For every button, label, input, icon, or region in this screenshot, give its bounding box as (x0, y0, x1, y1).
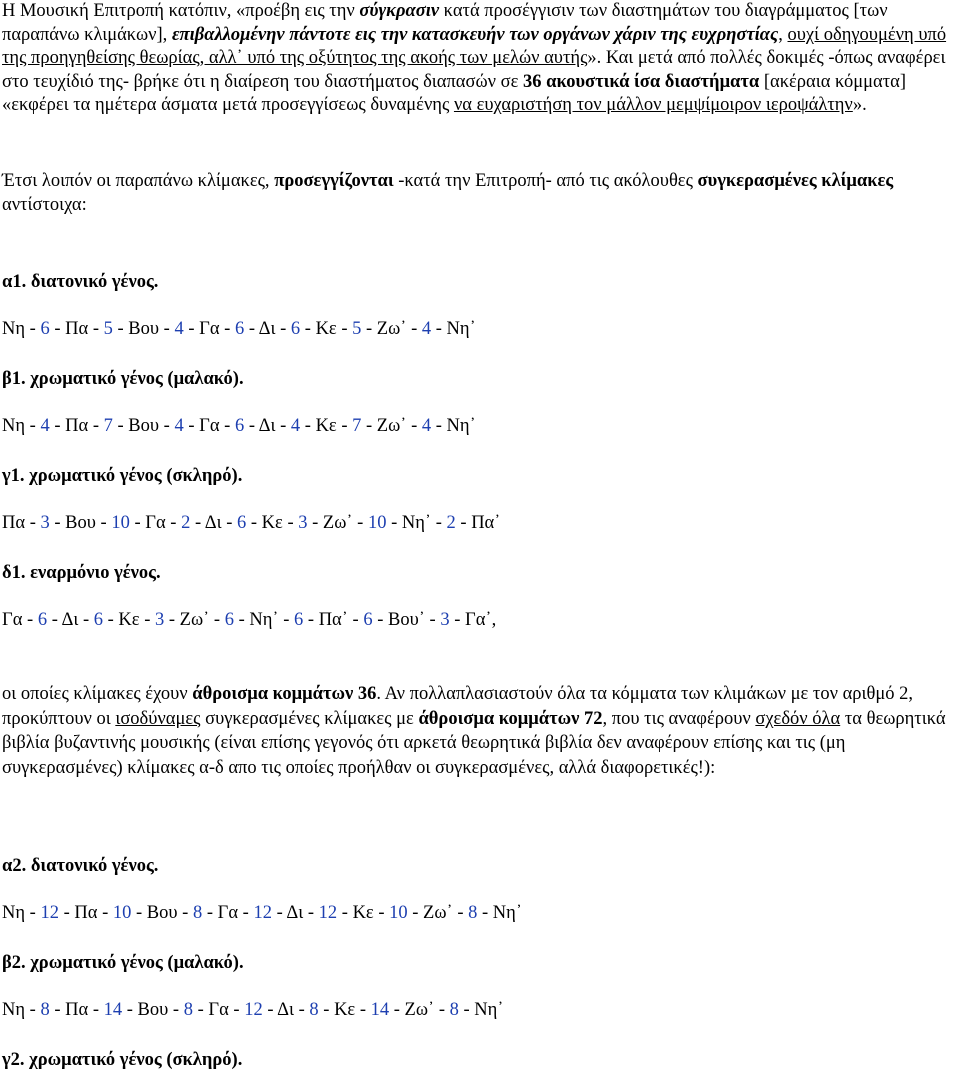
note-name: Ζω᾽ (179, 610, 210, 630)
note-name: Κε (334, 1000, 356, 1020)
note-name: Ζω᾽ (423, 903, 453, 923)
interval-value: 6 (93, 610, 103, 630)
interval-value: 12 (40, 903, 59, 923)
text-run: κατά προσέγγισιν των διαστημάτων του διαγράμματος [των παραπάνω κλιμάκων], (2, 1, 888, 45)
scale-tail: , (491, 610, 497, 630)
scale-line-c1: Πα - 3 - Βου - 10 - Γα - 2 - Δι - 6 - Κε - 3 - Ζω᾽ - 10 - Νη᾽ - 2 - Πα᾽ (2, 513, 501, 533)
interval-value: 3 (440, 610, 450, 630)
scale-line-b1: Νη - 4 - Πα - 7 - Βου - 4 - Γα - 6 - Δι - 4 - Κε - 7 - Ζω᾽ - 4 - Νη᾽ (2, 416, 476, 436)
interval-value: 4 (40, 416, 50, 436)
text-run: . Αν πολλαπλασιαστούν όλα τα κόμματα των κλιμάκων με τον αριθμό 2, προκύπτουν οι (2, 684, 914, 729)
note-name: Νη᾽ (249, 610, 279, 630)
interval-value: 5 (352, 319, 362, 339)
note-name: Κε (315, 416, 337, 436)
note-name: Πα (65, 319, 89, 339)
text-run: ». (852, 95, 867, 115)
scale-line-a2: Νη - 12 - Πα - 10 - Βου - 8 - Γα - 12 - Δι - 12 - Κε - 10 - Ζω᾽ - 8 - Νη᾽ (2, 903, 522, 923)
note-name: Πα (74, 903, 98, 923)
interval-value: 6 (290, 319, 301, 339)
text-run: -κατά την Επιτροπή- από τις ακόλουθες (393, 171, 698, 191)
interval-value: 6 (234, 319, 245, 339)
interval-value: 8 (183, 1000, 193, 1020)
note-name: Κε (352, 903, 374, 923)
interval-value: 2 (446, 513, 456, 533)
underlined-phrase: σχεδόν όλα (755, 708, 841, 729)
note-name: Δι (204, 513, 222, 533)
interval-value: 7 (103, 416, 113, 436)
scale-line-a1: Νη - 6 - Πα - 5 - Βου - 4 - Γα - 6 - Δι - 6 - Κε - 5 - Ζω᾽ - 4 - Νη᾽ (2, 319, 476, 339)
note-name: Δι (61, 610, 79, 630)
interval-value: 6 (224, 610, 234, 630)
interval-value: 8 (449, 1000, 459, 1020)
scale-line-d1: Γα - 6 - Δι - 6 - Κε - 3 - Ζω᾽ - 6 - Νη᾽ - 6 - Πα᾽ - 6 - Βου᾽ - 3 - Γα᾽, (2, 610, 497, 630)
interval-value: 4 (290, 416, 301, 436)
note-name: Γα (2, 610, 23, 630)
note-name: Νη᾽ (401, 513, 432, 533)
interval-value: 5 (103, 319, 113, 339)
note-name: Βου (128, 416, 160, 436)
interval-value: 8 (309, 1000, 319, 1020)
bold-phrase: 36 ακουστικά ίσα διαστήματα (523, 71, 760, 92)
heading-c1: γ1. χρωματικό γένος (σκληρό). (2, 466, 243, 486)
note-name: Πα (65, 1000, 89, 1020)
note-name: Γα᾽ (465, 610, 492, 630)
note-name: Γα (145, 513, 166, 533)
text-run: , που τις αναφέρουν (602, 708, 756, 729)
note-name: Βου (128, 319, 160, 339)
interval-value: 14 (103, 1000, 123, 1020)
emphasis-phrase: επιβαλλομένην πάντοτε εις την κατασκευήν των οργάνων χάριν της ευχρηστίας (171, 24, 779, 45)
note-name: Γα (208, 1000, 229, 1020)
interval-value: 12 (244, 1000, 263, 1020)
text-run: Έτσι λοιπόν οι παραπάνω κλίμακες, (2, 171, 275, 191)
interval-value: 6 (363, 610, 373, 630)
bold-phrase: προσεγγίζονται (274, 171, 394, 191)
note-name: Νη᾽ (446, 319, 476, 339)
bold-phrase: άθροισμα κομμάτων 36 (192, 684, 377, 704)
sum-paragraph (2, 682, 957, 780)
text-run: Η Μουσική Επιτροπή κατόπιν, «προέβη εις την (2, 1, 360, 21)
interval-value: 7 (352, 416, 362, 436)
note-name: Πα᾽ (471, 513, 501, 533)
heading-b2: β2. χρωματικό γένος (μαλακό). (2, 953, 244, 973)
interval-value: 6 (234, 416, 245, 436)
note-name: Κε (261, 513, 283, 533)
scale-line-b2: Νη - 8 - Πα - 14 - Βου - 8 - Γα - 12 - Δι - 8 - Κε - 14 - Ζω᾽ - 8 - Νη᾽ (2, 1000, 504, 1020)
note-name: Βου (65, 513, 96, 533)
note-name: Νη (2, 1000, 26, 1020)
underlined-phrase: να ευχαριστήση τον μάλλον μεμψίμοιρον ιεροψάλτην (453, 95, 853, 115)
note-name: Νη᾽ (492, 903, 522, 923)
interval-value: 10 (111, 513, 130, 533)
note-name: Πα (2, 513, 26, 533)
text-run: οι οποίες κλίμακες έχουν (2, 684, 193, 704)
interval-value: 10 (367, 513, 387, 533)
note-name: Βου (146, 903, 178, 923)
underlined-phrase: ισοδύναμες (115, 708, 201, 729)
interval-value: 4 (174, 416, 184, 436)
note-name: Πα᾽ (318, 610, 348, 630)
heading-b1: β1. χρωματικό γένος (μαλακό). (2, 369, 244, 389)
note-name: Βου᾽ (388, 610, 425, 630)
note-name: Πα (65, 416, 89, 436)
interval-value: 12 (253, 903, 272, 923)
underlined-phrase: ουχί οδηγουμένη υπό της προηγηθείσης θεωρίας, αλλ᾽ υπό της οξύτητος της ακοής των μελών αυτής (2, 24, 947, 68)
note-name: Κε (315, 319, 337, 339)
note-name: Ζω᾽ (376, 416, 407, 436)
interval-value: 4 (421, 319, 432, 339)
interval-value: 6 (237, 513, 247, 533)
text-run: , (778, 24, 788, 45)
note-name: Βου (137, 1000, 169, 1020)
text-run: αντίστοιχα: (2, 194, 87, 215)
interval-value: 10 (389, 903, 408, 923)
interval-value: 12 (318, 903, 338, 923)
emphasis-term: σύγκρασιν (359, 1, 440, 21)
note-name: Νη᾽ (446, 416, 476, 436)
heading-c2: γ2. χρωματικό γένος (σκληρό). (2, 1050, 243, 1070)
note-name: Νη (2, 416, 26, 436)
interval-value: 4 (421, 416, 432, 436)
heading-a2: α2. διατονικό γένος. (2, 856, 159, 876)
approximation-paragraph (2, 170, 957, 217)
bold-phrase: άθροισμα κομμάτων 72 (418, 708, 603, 729)
note-name: Ζω᾽ (322, 513, 353, 533)
interval-value: 4 (174, 319, 184, 339)
note-name: Κε (118, 610, 140, 630)
interval-value: 3 (40, 513, 50, 533)
note-name: Γα (217, 903, 239, 923)
text-run: συγκερασμένες κλίμακες με (200, 708, 419, 729)
heading-a1: α1. διατονικό γένος. (2, 272, 159, 292)
note-name: Γα (199, 319, 220, 339)
interval-value: 2 (181, 513, 191, 533)
interval-value: 8 (40, 1000, 50, 1020)
interval-value: 14 (370, 1000, 390, 1020)
note-name: Γα (199, 416, 220, 436)
note-name: Δι (258, 319, 276, 339)
text-run: [ακέραια κόμματα] «εκφέρει τα ημέτερα άσματα μετά προσεγγίσεως δυναμένης (2, 71, 907, 115)
interval-value: 6 (40, 319, 50, 339)
text-run: ». Και μετά από πολλές δοκιμές -όπως αναφέρει στο τευχίδιό της- βρήκε ότι η διαίρεση του διαστήματος διαπασών σε (2, 48, 946, 92)
interval-value: 8 (192, 903, 203, 923)
note-name: Νη (2, 319, 26, 339)
note-name: Ζω᾽ (404, 1000, 435, 1020)
interval-value: 10 (112, 903, 132, 923)
interval-value: 6 (37, 610, 48, 630)
note-name: Δι (286, 903, 304, 923)
note-name: Δι (277, 1000, 294, 1020)
note-name: Δι (258, 416, 276, 436)
interval-value: 3 (154, 610, 165, 630)
interval-value: 8 (468, 903, 478, 923)
interval-value: 3 (298, 513, 308, 533)
note-name: Νη (2, 903, 26, 923)
note-name: Νη᾽ (474, 1000, 504, 1020)
note-name: Ζω᾽ (376, 319, 407, 339)
interval-value: 6 (294, 610, 304, 630)
heading-d1: δ1. εναρμόνιο γένος. (2, 563, 161, 583)
bold-phrase: συγκερασμένες κλίμακες (697, 171, 894, 191)
text-run: τα θεωρητικά βιβλία βυζαντινής μουσικής (είναι επίσης γεγονός ότι αρκετά θεωρητικά βιβλία δεν αναφέρουν επίσης και τις (μη συγκερασμένες) κλίμακες α-δ απο τις οποίες προήλθαν οι συγκερασμένες, αλλά διαφορετικές!): (2, 708, 946, 778)
intro-paragraph (2, 0, 957, 118)
